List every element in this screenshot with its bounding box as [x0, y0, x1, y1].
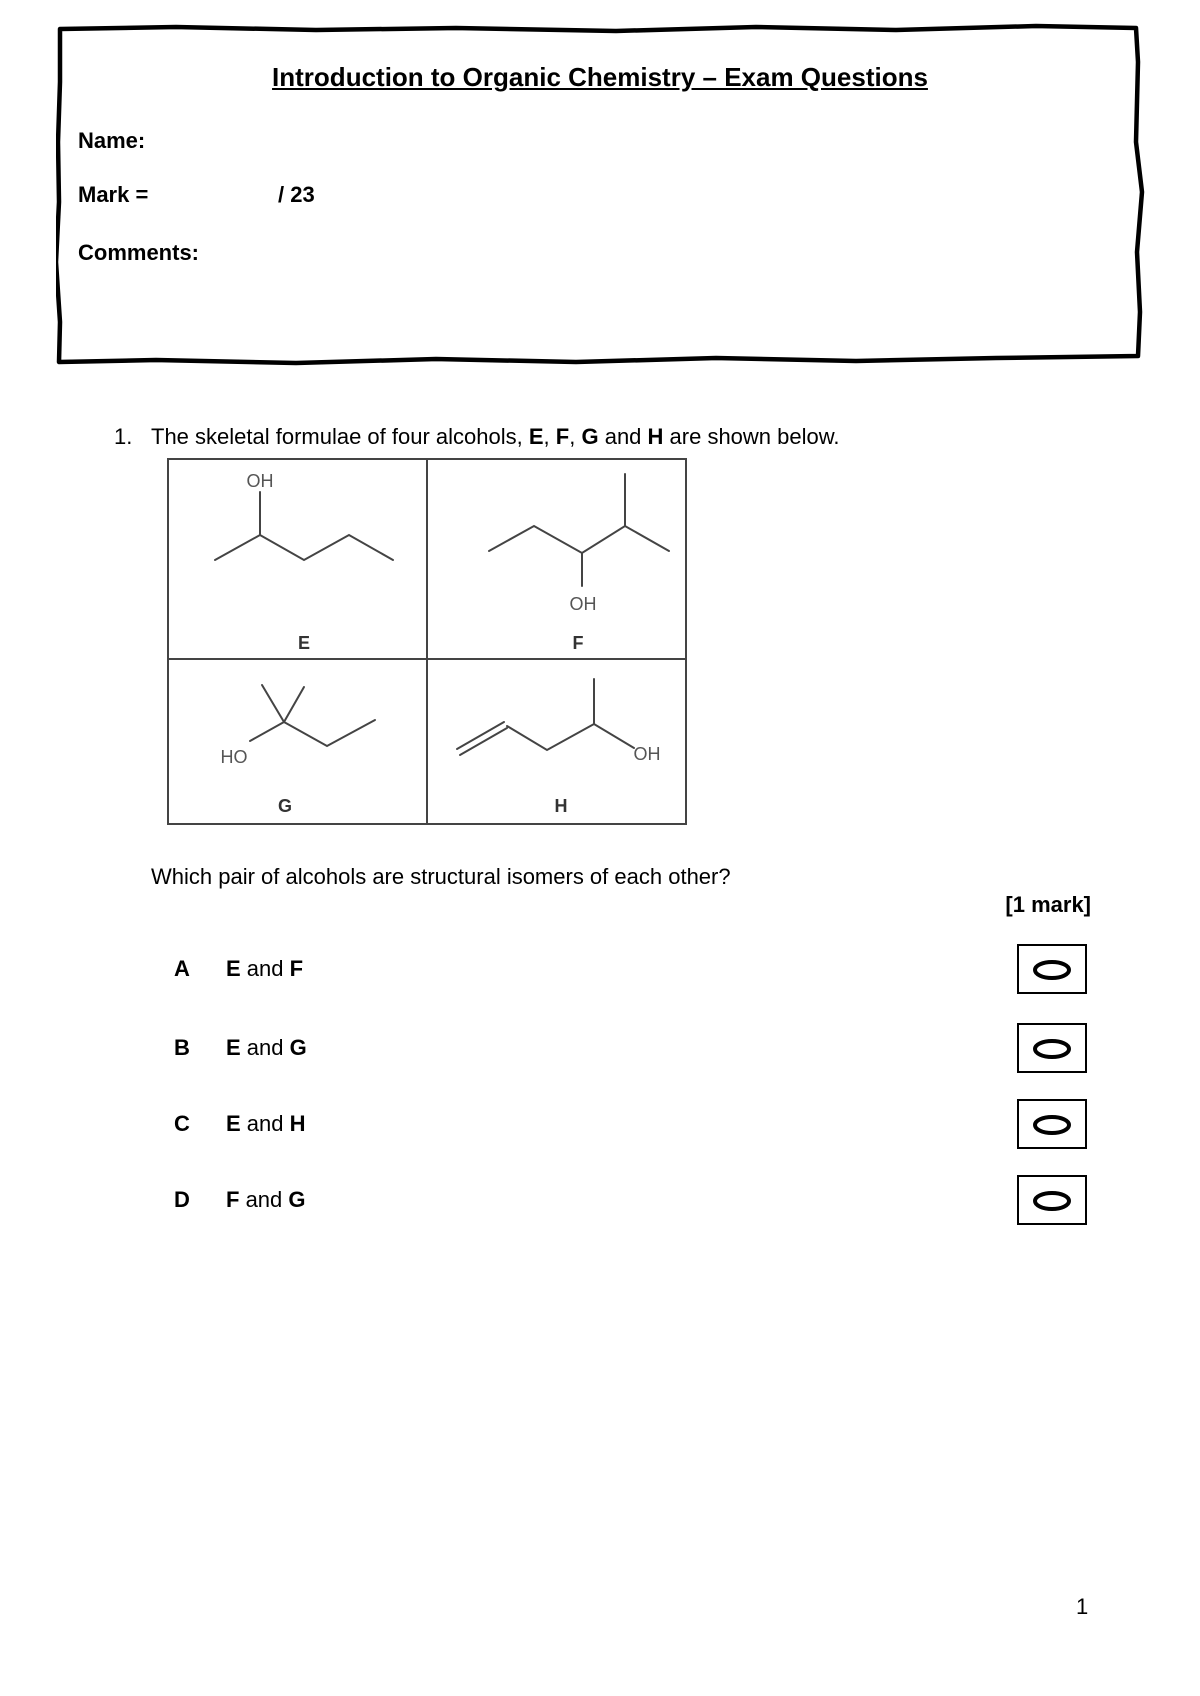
- structure-f-group: OH: [569, 594, 597, 614]
- structure-g-group: HO: [220, 747, 248, 767]
- structure-g-label: G: [277, 796, 293, 816]
- alcohol-h-ref: H: [647, 424, 664, 449]
- question-text: The skeletal formulae of four alcohols, E, F, G and H are shown below.: [151, 424, 840, 449]
- option-b-checkbox[interactable]: [1017, 1023, 1087, 1073]
- option-c-checkbox[interactable]: [1017, 1099, 1087, 1149]
- structure-e-label: E: [297, 633, 311, 653]
- oval-icon: [1019, 1177, 1085, 1223]
- alcohol-g-ref: G: [581, 424, 599, 449]
- option-b: [174, 1023, 1094, 1071]
- alcohol-f-ref: F: [555, 424, 570, 449]
- option-text: E and H: [226, 1111, 306, 1136]
- comments-label: Comments:: [78, 240, 200, 265]
- option-text: E and F: [226, 956, 304, 981]
- option-d: [174, 1175, 1094, 1223]
- structures-grid: [167, 458, 687, 825]
- structure-h: [457, 679, 661, 816]
- header-box: [56, 22, 1146, 370]
- structure-f-label: F: [572, 633, 584, 653]
- question-1: [114, 424, 840, 450]
- question-number: 1.: [114, 424, 133, 449]
- structure-g: [221, 685, 376, 816]
- option-c: [174, 1099, 1094, 1147]
- marks-label: [1 mark]: [1005, 892, 1091, 917]
- structure-h-label: H: [554, 796, 568, 816]
- structure-f: [489, 474, 669, 653]
- structure-e: [215, 471, 393, 653]
- oval-icon: [1019, 1101, 1085, 1147]
- structure-h-group: OH: [633, 744, 661, 764]
- page-title: Introduction to Organic Chemistry – Exam Questions: [272, 62, 928, 92]
- option-letter: C: [174, 1111, 190, 1136]
- oval-icon: [1019, 1025, 1085, 1071]
- mark-total: / 23: [278, 182, 315, 207]
- option-a: [174, 944, 1094, 992]
- question-prompt: Which pair of alcohols are structural isomers of each other?: [151, 864, 731, 889]
- option-letter: D: [174, 1187, 190, 1212]
- mark-label: Mark =: [78, 182, 149, 207]
- option-d-checkbox[interactable]: [1017, 1175, 1087, 1225]
- oval-icon: [1019, 946, 1085, 992]
- option-text: E and G: [226, 1035, 307, 1060]
- name-label: Name:: [78, 128, 146, 153]
- option-text: F and G: [226, 1187, 306, 1212]
- option-a-checkbox[interactable]: [1017, 944, 1087, 994]
- option-letter: B: [174, 1035, 190, 1060]
- alcohol-e-ref: E: [528, 424, 544, 449]
- structure-e-group: OH: [246, 471, 274, 491]
- option-letter: A: [174, 956, 190, 981]
- page-number: 1: [1076, 1594, 1089, 1619]
